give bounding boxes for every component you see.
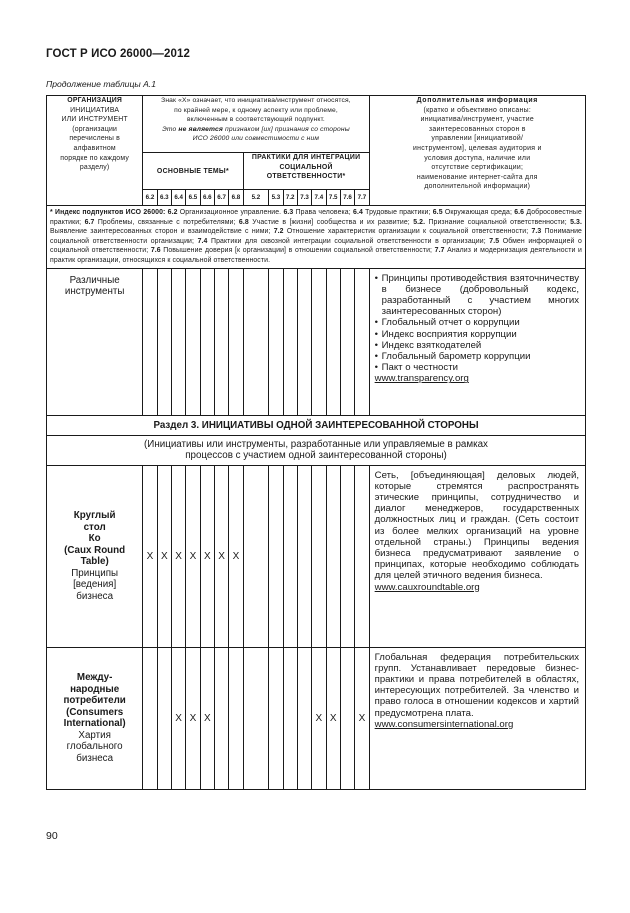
legend-subclause-number: 7.5 (485, 237, 500, 245)
legend-subclause-text: Проблемы, связанные с потребителями; (94, 218, 236, 226)
legend-subclause-text: Выявление заинтересованных сторон и взаимодействие с ними; (50, 228, 271, 236)
legend-subclause-number: 6.2 (165, 209, 178, 216)
legend-subclause-text: Анализ и модернизация деятельности и практик организации, относящихся к социальной ответственности. (50, 247, 582, 264)
list-item: • Индекс взяткодателей (382, 340, 579, 351)
x-mark (269, 465, 283, 647)
legend-subclause-text: Права человека; (293, 209, 351, 216)
list-item: • Пакт о честности (382, 362, 579, 373)
row-info-caux-round-table: Сеть, [объединяющая] деловых людей, которые стремятся распространять этические принципы, сотрудничество и диалог менеджеров, государственных должностных лиц и граждан. (Сеть состоит из более мелких организаций на уровне отдельной страны.) Принципы ведения бизнеса предусматривают заявление о принципах, которые необходимо соблюдать для целей этичного ведения бизнеса. www.cauxroundtable.org (369, 465, 585, 647)
x-mark: X (214, 465, 228, 647)
list-item: • Глобальный отчет о коррупции (382, 317, 579, 328)
x-mark: X (186, 465, 200, 647)
subclause-number: 6.7 (214, 190, 228, 206)
page-header: ГОСТ Р ИСО 26000—2012 (46, 48, 191, 60)
x-mark (214, 647, 228, 789)
x-mark: X (171, 465, 185, 647)
legend-subclause-number: 5.2. (409, 218, 426, 226)
row-info-various-instruments (369, 268, 585, 415)
legend-subclause-number: 6.5 (430, 209, 443, 216)
legend-subclause-text: Добросовестные практики; (50, 209, 582, 226)
subclause-number: 5.3 (269, 190, 283, 206)
legend-subclause-text: Отношение характеристик организации к социальной ответственности; (283, 228, 529, 236)
practices-header: ПРАКТИКИ ДЛЯ ИНТЕГРАЦИИ СОЦИАЛЬНОЙ ОТВЕТСТВЕННОСТИ* (243, 153, 369, 190)
website-link[interactable]: www.transparency.org (374, 373, 469, 385)
x-mark (243, 647, 269, 789)
x-mark (283, 465, 297, 647)
x-mark (229, 647, 243, 789)
subclause-number: 5.2 (243, 190, 269, 206)
x-mark (297, 647, 311, 789)
subclause-legend (47, 206, 586, 269)
legend-subclause-text: Признание социальной ответственности; (425, 218, 567, 226)
subclause-number: 7.4 (312, 190, 326, 206)
x-mark: X (200, 647, 214, 789)
subclause-number: 6.2 (143, 190, 157, 206)
x-mark: X (171, 647, 185, 789)
legend-subclause-number: 7.7 (432, 247, 445, 255)
subclause-number: 6.4 (171, 190, 185, 206)
x-mark (157, 647, 171, 789)
legend-subclause-number: 7.3 (528, 228, 542, 236)
subclause-number: 7.5 (326, 190, 340, 206)
table-row (47, 647, 586, 789)
subclause-number: 6.6 (200, 190, 214, 206)
x-mark-note: Знак «X» означает, что инициатива/инструмент относятся, по крайней мере, к одному аспекту или проблеме, включенным в соответствующий подпункт. Это не является признаком [их] признания со стороны ИСО 26000 или совместимости с ним (143, 96, 369, 153)
subclause-number: 7.6 (340, 190, 354, 206)
x-mark (340, 465, 354, 647)
x-mark: X (312, 647, 326, 789)
table-row (47, 465, 586, 647)
section-3-title: Раздел 3. ИНИЦИАТИВЫ ОДНОЙ ЗАИНТЕРЕСОВАННОЙ СТОРОНЫ (47, 415, 586, 435)
x-mark (340, 647, 354, 789)
row-name-caux-round-table: Круглый стол Ко (Caux Round Table) Принципы [ведения] бизнеса (47, 465, 143, 647)
legend-subclause-text: Обмен информацией о социальной ответственности; (50, 237, 582, 255)
core-topics-header: ОСНОВНЫЕ ТЕМЫ* (143, 153, 243, 190)
legend-subclause-number: 7.2 (270, 228, 284, 236)
org-column-header: ОРГАНИЗАЦИЯ ИНИЦИАТИВА ИЛИ ИНСТРУМЕНТ (организации перечислены в алфавитном порядке по каждому разделу) (47, 96, 143, 206)
legend-subclause-number: 7.4 (194, 237, 208, 245)
page-number: 90 (46, 830, 58, 842)
subclause-number: 6.5 (186, 190, 200, 206)
website-link[interactable]: www.consumersinternational.org (374, 718, 514, 730)
x-mark (297, 465, 311, 647)
row-name-consumers-international: Между- народные потребители (Consumers International) Хартия глобального бизнеса (47, 647, 143, 789)
x-mark: X (157, 465, 171, 647)
row-name-various-instruments: Различные инструменты (47, 268, 143, 415)
legend-subclause-number: 6.7 (81, 218, 95, 226)
x-mark: X (355, 647, 369, 789)
subclause-number: 6.8 (229, 190, 243, 206)
x-mark (312, 465, 326, 647)
section-3-subtitle: (Инициативы или инструменты, разработанные или управляемые в рамках процессов с участием одной заинтересованной стороны) (47, 435, 586, 465)
list-item: • Глобальный барометр коррупции (382, 351, 579, 362)
legend-subclause-number: 5.3. (566, 218, 583, 226)
x-mark: X (200, 465, 214, 647)
table-continuation-label: Продолжение таблицы А.1 (46, 79, 156, 89)
legend-subclause-text: Трудовые практики; (362, 209, 431, 216)
legend-subclause-text: Окружающая среда; (442, 209, 512, 216)
x-mark (283, 647, 297, 789)
subclause-number: 6.3 (157, 190, 171, 206)
x-mark: X (143, 465, 157, 647)
legend-subclause-text: Понимание социальной ответственности организации; (50, 228, 582, 245)
legend-subclause-text: Практики для сквозной интеграции социальной ответственности в организации; (207, 237, 486, 245)
legend-subclause-number: 6.4 (350, 209, 363, 216)
x-mark (326, 465, 340, 647)
legend-subclause-text: Организационное управление. (177, 209, 282, 216)
x-mark (355, 465, 369, 647)
subclause-number: 7.3 (297, 190, 311, 206)
x-mark (143, 647, 157, 789)
legend-subclause-number: 7.6 (148, 247, 161, 255)
initiatives-table (46, 95, 586, 790)
legend-subclause-number: 6.6 (511, 209, 525, 216)
legend-subclause-text: Участие в [жизни] сообщества и их развитие; (248, 218, 410, 226)
x-mark: X (186, 647, 200, 789)
x-mark: X (326, 647, 340, 789)
subclause-number: 7.7 (355, 190, 369, 206)
x-mark (243, 465, 269, 647)
x-mark: X (229, 465, 243, 647)
legend-subclause-text: Повышение доверия [к организации] в отношении социальной ответственности; (160, 247, 433, 255)
list-item: • Принципы противодействия взяточничеству в бизнесе (добровольный кодекс, разработанный с участием многих заинтересованных сторон) (382, 273, 579, 318)
additional-info-header: Дополнительная информация (кратко и объективно описаны: инициатива/инструмент, участие заинтересованных сторон в управлении [инициативой/ инструментом], целевая аудитория и условия доступа, наличие или отсутствие сертификации; наименование интернет-сайта для дополнительной информации) (369, 96, 585, 206)
legend-subclause-number: 6.8 (235, 218, 249, 226)
row-info-consumers-international: Глобальная федерация потребительских групп. Устанавливает передовые бизнес-практики и права потребителей в областях, интересующих потребителей. За членство и право голоса в отношении кодексов и хартий предусмотрена плата. www.consumersinternational.org (369, 647, 585, 789)
website-link[interactable]: www.cauxroundtable.org (374, 581, 480, 593)
list-item: • Индекс восприятия коррупции (382, 329, 579, 340)
x-mark (269, 647, 283, 789)
legend-subclause-number: 6.3 (281, 209, 294, 216)
subclause-number: 7.2 (283, 190, 297, 206)
legend-prefix: * Индекс подпунктов ИСО 26000: (50, 209, 166, 216)
